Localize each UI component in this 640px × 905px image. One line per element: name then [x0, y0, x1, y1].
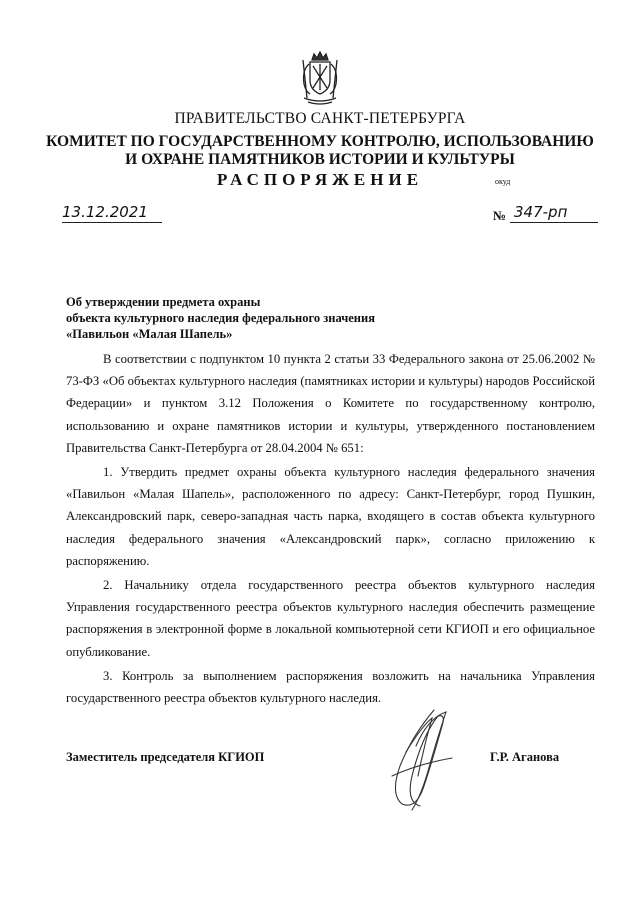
- subject-line2: объекта культурного наследия федерального значения: [66, 311, 375, 325]
- document-type-title: РАСПОРЯЖЕНИЕ: [216, 170, 424, 189]
- government-name: ПРАВИТЕЛЬСТВО САНКТ-ПЕТЕРБУРГА: [174, 110, 466, 127]
- item-3-paragraph: 3. Контроль за выполнением распоряжения возложить на начальника Управления государственного реестра объектов культурного наследия.: [66, 668, 595, 706]
- document-date: 13.12.2021: [62, 203, 162, 223]
- item-1-paragraph: 1. Утвердить предмет охраны объекта культурного наследия федерального значения «Павильон «Малая Шапель», расположенного по адресу: Санкт-Петербург, город Пушкин, Александровский парк, северо-западная часть парка, входящего в состав объекта культурного наследия федерального значения «Александровский парк», согласно приложению к распоряжению.: [66, 465, 595, 568]
- committee-name: [0, 133, 640, 169]
- number-sign: №: [493, 208, 507, 223]
- signer-title: Заместитель председателя КГИОП: [66, 750, 265, 764]
- subject-line3: «Павильон «Малая Шапель»: [66, 327, 233, 341]
- signer-name: Г.Р. Аганова: [490, 750, 560, 764]
- document-body: [66, 348, 595, 711]
- committee-name-line2: И ОХРАНЕ ПАМЯТНИКОВ ИСТОРИИ И КУЛЬТУРЫ: [125, 151, 515, 168]
- item-2-paragraph: 2. Начальнику отдела государственного реестра объектов культурного наследия Управления государственного реестра объектов культурного наследия обеспечить размещение распоряжения в электронной форме в локальной компьютерной сети КГИОП и его официальное опубликование.: [66, 578, 595, 659]
- signature-mark: [372, 706, 472, 816]
- coat-of-arms-icon: [298, 50, 342, 106]
- okud-label: окуд: [495, 177, 511, 186]
- document-number: 347-рп: [510, 203, 598, 223]
- subject-line1: Об утверждении предмета охраны: [66, 295, 261, 309]
- committee-name-line1: КОМИТЕТ ПО ГОСУДАРСТВЕННОМУ КОНТРОЛЮ, ИСПОЛЬЗОВАНИЮ: [46, 133, 594, 150]
- document-subject: [66, 294, 426, 342]
- preamble-paragraph: В соответствии с подпунктом 10 пункта 2 статьи 33 Федерального закона от 25.06.2002 № 73-ФЗ «Об объектах культурного наследия (памятниках истории и культуры) народов Российской Федерации» и пунктом 3.12 Положения о Комитете по государственному контролю, использованию и охране памятников истории и культуры, утвержденного постановлением Правительства Санкт-Петербурга от 28.04.2004 № 651:: [66, 352, 595, 455]
